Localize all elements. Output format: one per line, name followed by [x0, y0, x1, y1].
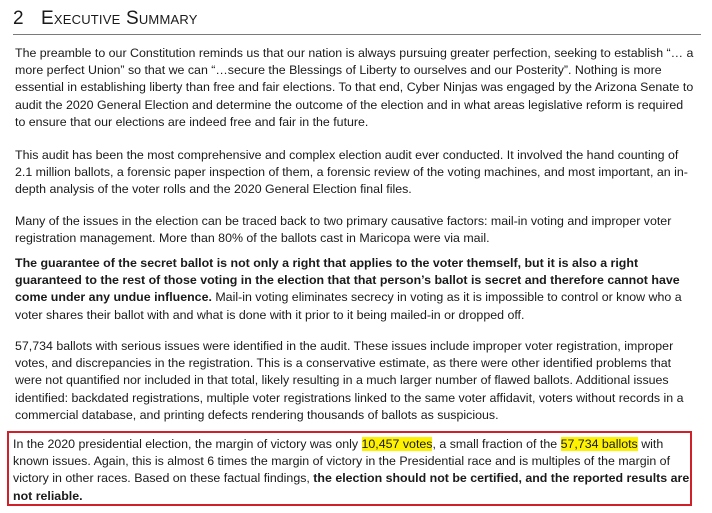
conclusion-text-b: , a small fraction of the	[432, 437, 561, 451]
section-title: Executive Summary	[41, 8, 198, 29]
secret-ballot-text: Mail-in voting eliminates secrecy in voting as it is impossible to control or know who a voter shares their ballot with and what is done with it prior to it being mailed-in or dropped off.	[15, 290, 682, 322]
secret-ballot-bold-text: The guarantee of the secret ballot is not only a right that applies to the voter themself, but it is also a right guaranteed to the rest of those voting in the election that that person’s ballot is secret and therefore cannot have come under any undue influence.	[15, 256, 680, 305]
conclusion-text-a: In the 2020 presidential election, the margin of victory was only	[13, 437, 362, 451]
paragraph-audit-scope: This audit has been the most comprehensive and complex election audit ever conducted. It involved the hand counting of 2.1 million ballots, a forensic paper inspection of them, a forensic review of the voting machines, and most important, an in-depth analysis of the voter rolls and the 2020 General Election final files.	[15, 148, 688, 197]
conclusion-text-c: with known issues. Again, this is almost 6 times the margin of victory in the Presidential race and is multiples of the margin of victory in other races. Based on these factual findings,	[13, 437, 671, 486]
highlight-ballots-count: 57,734 ballots	[560, 437, 638, 451]
paragraph-conclusion	[13, 436, 693, 505]
section-heading	[13, 4, 701, 35]
section-number: 2	[13, 8, 24, 29]
paragraph-preamble: The preamble to our Constitution reminds us that our nation is always pursuing greater perfection, seeking to establish “… a more perfect Union” so that we can “…secure the Blessings of Liberty to ourselves and our Posterity”. Nothing is more essential in establishing liberty than free and fair elections. To that end, Cyber Ninjas was engaged by the Arizona Senate to audit the 2020 General Election and determine the outcome of the election and in what areas legislative reform is required to ensure that our elections are indeed free and fair in the future.	[15, 46, 694, 129]
conclusion-bold-text: the election should not be certified, and the reported results are not reliable.	[13, 471, 690, 503]
highlight-margin-votes: 10,457 votes	[361, 437, 433, 451]
paragraph-ballot-issues: 57,734 ballots with serious issues were identified in the audit. These issues include improper voter registration, improper votes, and discrepancies in the registration. This is a conservative estimate, as there were other identified problems that were not quantified nor included in that total, likely resulting in a much larger number of flawed ballots. Additional issues identified: backdated registrations, multiple voter registrations linked to the same voter affidavit, voters without records in a commercial database, and printing defects rendering thousands of ballots as suspicious.	[15, 339, 684, 422]
paragraph-secret-ballot	[15, 255, 695, 324]
paragraph-causative-factors: Many of the issues in the election can be traced back to two primary causative factors: mail-in voting and improper voter registration management. More than 80% of the ballots cast in Maricopa were via mail.	[15, 214, 672, 246]
